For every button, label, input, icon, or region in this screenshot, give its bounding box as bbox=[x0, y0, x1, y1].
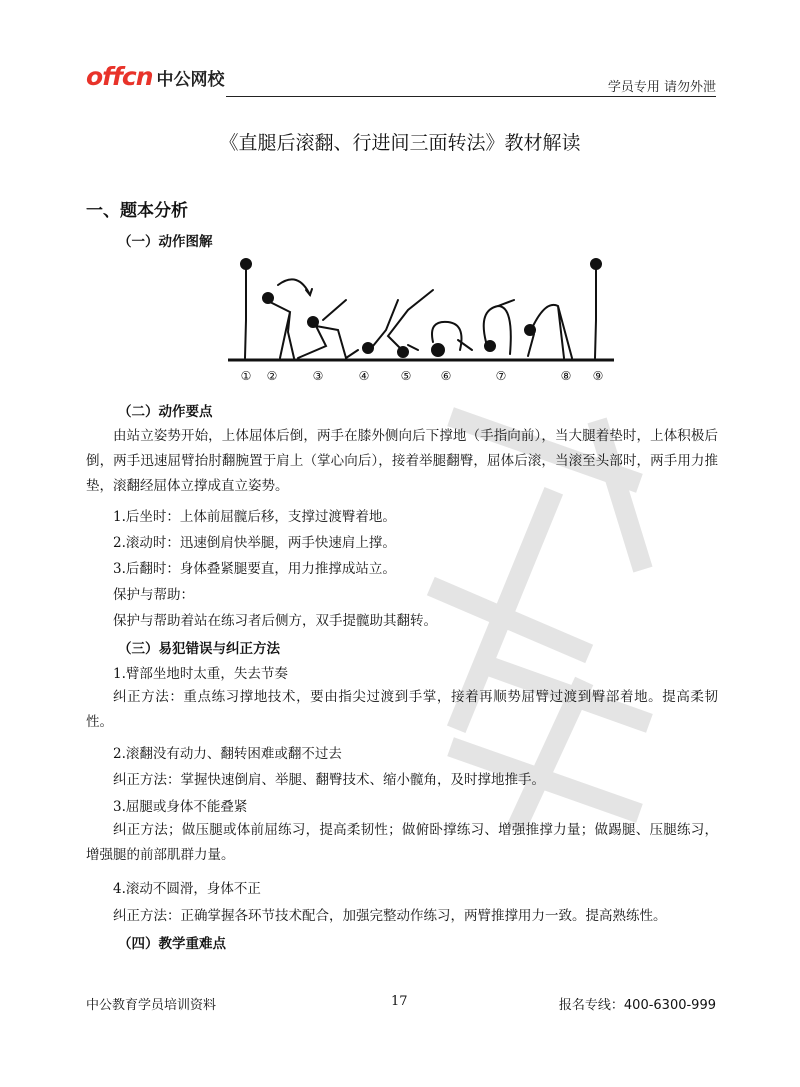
logo-text-en: offcn bbox=[86, 62, 153, 91]
fix-paragraph: 纠正方法；做压腿或体前屈练习，提高柔韧性；做俯卧撑练习、增强推撑力量；做踢腿、压腿练习，增强腿的前部肌群力量。 bbox=[86, 822, 718, 863]
figure-label: ③ bbox=[312, 369, 324, 383]
offcn-logo bbox=[86, 62, 225, 91]
figure-label: ④ bbox=[358, 369, 370, 383]
header-notice: 学员专用 请勿外泄 bbox=[607, 80, 716, 95]
figure-label: ⑨ bbox=[592, 369, 604, 383]
subsection-heading-teaching: （四）教学重难点 bbox=[118, 936, 226, 952]
subsection-heading-key-points: （二）动作要点 bbox=[118, 404, 213, 420]
document-title: 《直腿后滚翻、行进间三面转法》教材解读 bbox=[219, 132, 581, 154]
protect-text: 保护与帮助着站在练习者后侧方，双手提髋助其翻转。 bbox=[113, 613, 437, 629]
page-number: 17 bbox=[391, 994, 408, 1009]
footer-left: 中公教育学员培训资料 bbox=[86, 998, 217, 1013]
key-points-paragraph: 由站立姿势开始，上体屈体后倒，两手在膝外侧向后下撑地（手指向前），当大腿着垫时，上体积极后倒，两手迅速屈臂抬肘翻腕置于肩上（掌心向后），接着举腿翻臀，屈体后滚，当滚至头部时，两手用力推垫，滚翻经屈体立撑成直立姿势。 bbox=[86, 428, 718, 494]
footer-hotline: 报名专线：400-6300-999 bbox=[558, 998, 716, 1013]
fix-paragraph: 纠正方法：正确掌握各环节技术配合，加强完整动作练习，两臂推撑用力一致。提高熟练性。 bbox=[113, 908, 667, 924]
error-item: 4.滚动不圆滑，身体不正 bbox=[113, 881, 261, 897]
page-header bbox=[86, 62, 716, 98]
figure-label: ⑧ bbox=[560, 369, 572, 383]
error-item: 2.滚翻没有动力、翻转困难或翻不过去 bbox=[113, 746, 342, 762]
key-point-item: 2.滚动时：迅速倒肩快举腿，两手快速肩上撑。 bbox=[113, 535, 396, 551]
backward-roll-diagram bbox=[228, 250, 614, 390]
figure-label: ⑥ bbox=[440, 369, 452, 383]
key-point-item: 3.后翻时：身体叠紧腿要直，用力推撑成站立。 bbox=[113, 561, 396, 577]
fix-paragraph: 纠正方法：掌握快速倒肩、举腿、翻臀技术、缩小髋角，及时撑地推手。 bbox=[113, 772, 545, 788]
figure-label: ⑦ bbox=[495, 369, 507, 383]
header-divider bbox=[226, 96, 716, 97]
figure-label: ① bbox=[240, 369, 252, 383]
subsection-heading-diagram: （一）动作图解 bbox=[118, 234, 213, 250]
protect-label: 保护与帮助： bbox=[113, 587, 194, 603]
subsection-heading-errors: （三）易犯错误与纠正方法 bbox=[118, 641, 280, 657]
key-point-item: 1.后坐时：上体前屈髋后移，支撑过渡臀着地。 bbox=[113, 509, 396, 525]
error-item: 3.屈腿或身体不能叠紧 bbox=[113, 799, 248, 815]
logo-text-cn: 中公网校 bbox=[156, 70, 225, 90]
error-item: 1.臂部坐地时太重，失去节奏 bbox=[113, 666, 288, 682]
section-heading: 一、题本分析 bbox=[86, 201, 188, 221]
figure-label: ⑤ bbox=[400, 369, 412, 383]
figure-label: ② bbox=[266, 369, 278, 383]
fix-paragraph: 纠正方法：重点练习撑地技术，要由指尖过渡到手掌，接着再顺势屈臂过渡到臀部着地。提高柔韧性。 bbox=[86, 689, 718, 730]
